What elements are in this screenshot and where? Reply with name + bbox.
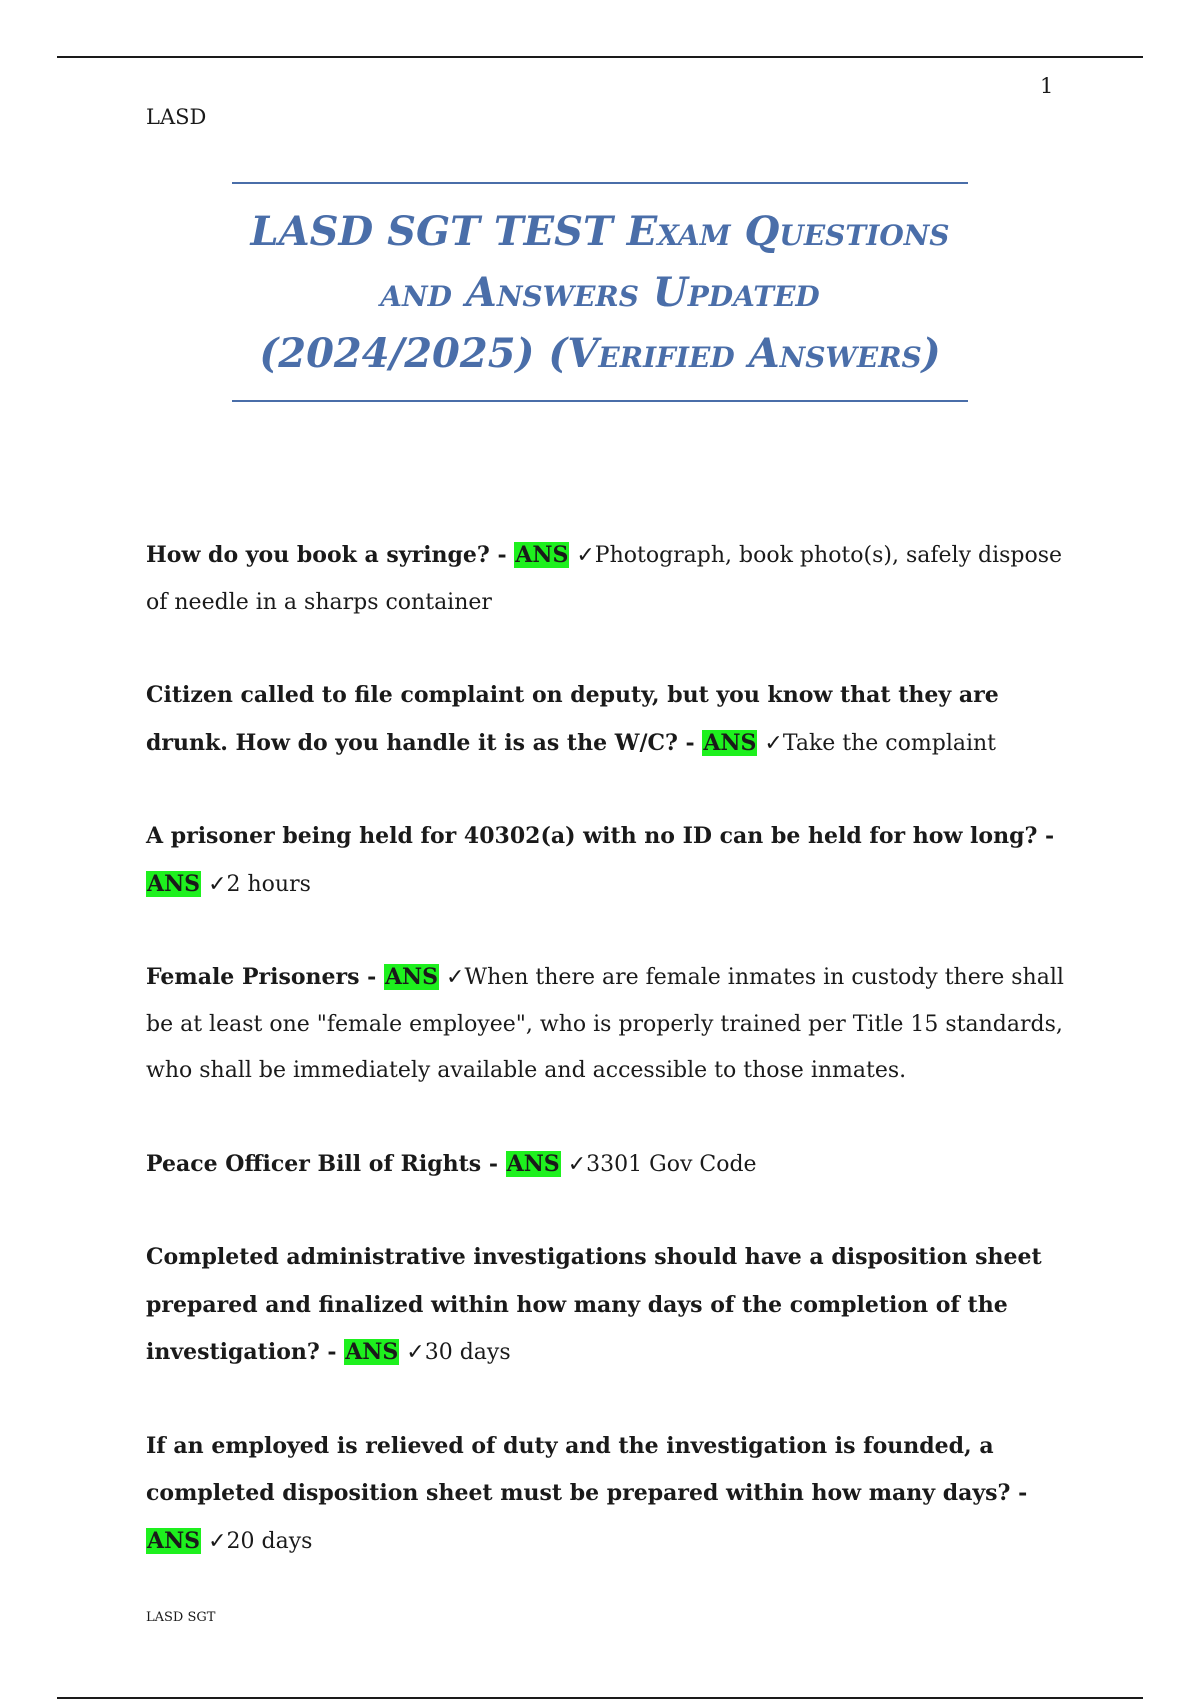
check-icon: ✓ xyxy=(560,1151,587,1177)
question-text: Peace Officer Bill of Rights - xyxy=(146,1150,506,1177)
page-number: 1 xyxy=(1040,74,1054,98)
question-text: Citizen called to file complaint on deputy, but you know that they are drunk. How do you handle it is as the W/C? - xyxy=(146,682,999,756)
ans-badge: ANS xyxy=(147,1527,201,1554)
check-icon: ✓ xyxy=(201,1528,227,1554)
question-text: How do you book a syringe? - xyxy=(146,542,515,568)
qa-item xyxy=(146,1141,1066,1189)
question-text: If an employed is relieved of duty and the investigation is founded, a completed disposition sheet must be prepared within how many days? - xyxy=(146,1432,1028,1506)
check-icon: ✓ xyxy=(399,1340,425,1365)
top-rule xyxy=(57,56,1143,58)
answer-text: Photograph, book photo(s), safely dispose of needle in a sharps container xyxy=(146,543,1063,615)
check-icon: ✓ xyxy=(569,543,595,568)
answer-text: 30 days xyxy=(424,1340,511,1365)
qa-list xyxy=(146,532,1066,1611)
running-header: LASD xyxy=(146,105,207,129)
check-icon: ✓ xyxy=(439,965,465,990)
check-icon: ✓ xyxy=(757,730,783,756)
question-text: Female Prisoners - xyxy=(146,964,384,990)
ans-badge: ANS xyxy=(147,870,201,897)
answer-text: 3301 Gov Code xyxy=(586,1151,757,1177)
ans-badge: ANS xyxy=(384,964,439,990)
check-icon: ✓ xyxy=(201,871,227,897)
bottom-rule xyxy=(57,1697,1143,1699)
ans-badge: ANS xyxy=(506,1150,560,1177)
qa-item xyxy=(146,954,1066,1095)
question-text: Completed administrative investigations should have a disposition sheet prepared and finalized within how many days of the completion of the investigation? - xyxy=(146,1244,1042,1365)
qa-item xyxy=(146,672,1066,767)
qa-item xyxy=(146,813,1066,908)
document-title: LASD SGT TEST Exam Questions and Answers Updated (2024/2025) (Verified Answers) xyxy=(250,207,950,377)
title-block xyxy=(232,182,968,402)
answer-text: 20 days xyxy=(226,1528,313,1554)
qa-item xyxy=(146,1423,1066,1566)
ans-badge: ANS xyxy=(703,729,757,756)
answer-text: 2 hours xyxy=(226,871,311,897)
page-footer: LASD SGT xyxy=(146,1610,216,1625)
ans-badge: ANS xyxy=(345,1339,399,1365)
question-text: A prisoner being held for 40302(a) with no ID can be held for how long? - xyxy=(146,823,1055,849)
qa-item xyxy=(146,1234,1066,1377)
ans-badge: ANS xyxy=(515,542,569,568)
qa-item xyxy=(146,532,1066,626)
answer-text: When there are female inmates in custody there shall be at least one "female employee", who is properly trained per Title 15 standards, who shall be immediately available and accessible to those inmates. xyxy=(146,965,1064,1083)
answer-text: Take the complaint xyxy=(782,730,997,756)
